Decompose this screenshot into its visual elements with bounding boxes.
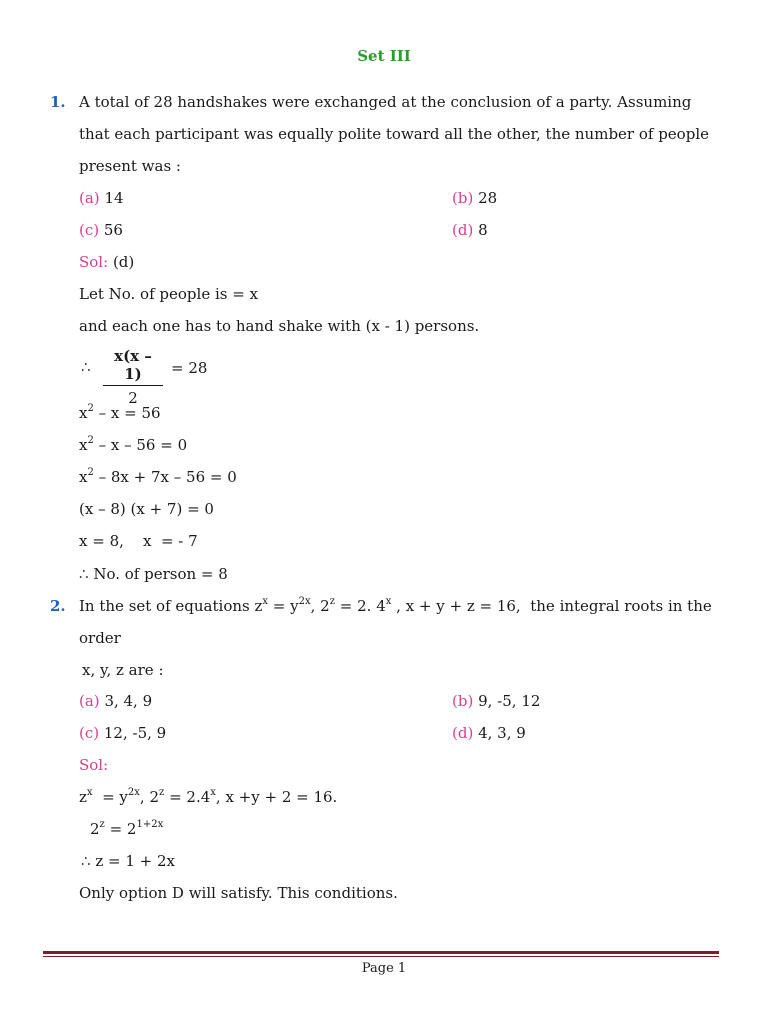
eq-exponent: 2 bbox=[87, 435, 94, 446]
q2-option-b bbox=[452, 692, 540, 710]
question-2-text-line-1 bbox=[79, 597, 712, 615]
exponent: z bbox=[159, 787, 165, 798]
q1-option-d bbox=[452, 221, 488, 239]
q1-conclusion bbox=[79, 565, 228, 583]
question-2-number: 2. bbox=[50, 597, 66, 615]
question-1-text-line-2: that each participant was equally polite toward all the other, the number of people bbox=[79, 125, 709, 143]
step-text: z = 1 + 2x bbox=[90, 852, 175, 870]
q2-solution-step-4: Only option D will satisfy. This conditions. bbox=[79, 884, 398, 902]
footer-rule-thick bbox=[43, 951, 719, 954]
solution-answer: (d) bbox=[112, 253, 135, 271]
text: , x +y + 2 = 16. bbox=[215, 788, 338, 806]
q1-option-a bbox=[79, 189, 124, 207]
text: z bbox=[79, 788, 87, 806]
option-label: (b) bbox=[452, 692, 474, 710]
q1-equation-4: (x – 8) (x + 7) = 0 bbox=[79, 500, 214, 518]
text: , x + y + z = 16, the integral roots in the bbox=[391, 597, 712, 615]
q2-solution-step-3 bbox=[81, 852, 175, 870]
q2-solution-label: Sol: bbox=[79, 756, 109, 774]
question-1-number: 1. bbox=[50, 93, 66, 111]
q2-solution-step-2 bbox=[90, 820, 163, 838]
exponent: z bbox=[99, 819, 105, 830]
exponent: z bbox=[329, 596, 336, 607]
option-value: 8 bbox=[478, 221, 488, 239]
fraction-numerator: x(x – 1) bbox=[103, 347, 163, 386]
text: , 2 bbox=[310, 597, 330, 615]
q2-solution-step-1 bbox=[79, 788, 337, 806]
page-title: Set III bbox=[357, 47, 411, 65]
eq-base: x bbox=[79, 468, 88, 486]
q1-step-1: Let No. of people is = x bbox=[79, 285, 259, 303]
option-label: (b) bbox=[452, 189, 474, 207]
question-2-text-line-2: order bbox=[79, 629, 121, 647]
exponent: x bbox=[86, 787, 93, 798]
option-label: (a) bbox=[79, 692, 100, 710]
option-label: (a) bbox=[79, 189, 100, 207]
option-label: (c) bbox=[79, 724, 100, 742]
exponent: x bbox=[210, 787, 216, 798]
text: = 2.4 bbox=[164, 788, 211, 806]
option-value: 9, -5, 12 bbox=[478, 692, 541, 710]
option-value: 3, 4, 9 bbox=[104, 692, 153, 710]
exponent: 2x bbox=[127, 787, 140, 798]
eq-rest: – x – 56 = 0 bbox=[93, 436, 188, 454]
text: In the set of equations bbox=[79, 597, 255, 615]
conclusion-text: No. of person = 8 bbox=[88, 565, 228, 583]
exponent: 2x bbox=[298, 596, 311, 607]
therefore-symbol: ∴ bbox=[81, 358, 91, 376]
fraction-denominator: 2 bbox=[128, 389, 138, 407]
option-label: (d) bbox=[452, 221, 474, 239]
page-number: Page 1 bbox=[361, 961, 407, 976]
q1-option-c bbox=[79, 221, 123, 239]
question-1-text-line-1: A total of 28 handshakes were exchanged at the conclusion of a party. Assuming bbox=[79, 93, 692, 111]
exponent: 1+2x bbox=[136, 819, 164, 830]
text: = 2. 4 bbox=[335, 597, 386, 615]
option-value: 56 bbox=[103, 221, 123, 239]
option-value: 14 bbox=[104, 189, 124, 207]
text: z bbox=[254, 597, 263, 615]
text: = y bbox=[92, 788, 128, 806]
option-value: 28 bbox=[478, 189, 498, 207]
q2-option-a bbox=[79, 692, 152, 710]
option-label: (d) bbox=[452, 724, 474, 742]
therefore-symbol: ∴ bbox=[81, 852, 91, 870]
question-1-text-line-3: present was : bbox=[79, 157, 181, 175]
eq-rest: – x = 56 bbox=[93, 404, 161, 422]
q1-equation-2 bbox=[79, 436, 187, 454]
eq-rest: – 8x + 7x – 56 = 0 bbox=[93, 468, 237, 486]
text: 2 bbox=[90, 820, 100, 838]
option-value: 12, -5, 9 bbox=[103, 724, 167, 742]
eq-base: x bbox=[79, 404, 88, 422]
footer-rule-thin bbox=[43, 956, 719, 957]
q1-equation-5: x = 8, x = - 7 bbox=[79, 532, 198, 550]
fraction bbox=[103, 347, 163, 407]
question-2-text-line-3: x, y, z are : bbox=[82, 661, 164, 679]
q1-solution-line bbox=[79, 253, 134, 271]
q2-option-c bbox=[79, 724, 166, 742]
fraction-rhs: = 28 bbox=[171, 359, 208, 377]
option-label: (c) bbox=[79, 221, 100, 239]
therefore-symbol: ∴ bbox=[79, 565, 89, 583]
eq-base: x bbox=[79, 436, 88, 454]
text: = 2 bbox=[104, 820, 137, 838]
q2-option-d bbox=[452, 724, 526, 742]
q1-equation-3 bbox=[79, 468, 237, 486]
q1-step-2: and each one has to hand shake with (x - 1) persons. bbox=[79, 317, 480, 335]
eq-exponent: 2 bbox=[87, 403, 94, 414]
text: = y bbox=[268, 597, 299, 615]
solution-label: Sol: bbox=[79, 253, 109, 271]
exponent: x bbox=[385, 596, 392, 607]
text: , 2 bbox=[139, 788, 160, 806]
q1-equation-1 bbox=[79, 404, 161, 422]
option-value: 4, 3, 9 bbox=[478, 724, 526, 742]
eq-exponent: 2 bbox=[87, 467, 94, 478]
exponent: x bbox=[262, 596, 269, 607]
q1-option-b bbox=[452, 189, 497, 207]
